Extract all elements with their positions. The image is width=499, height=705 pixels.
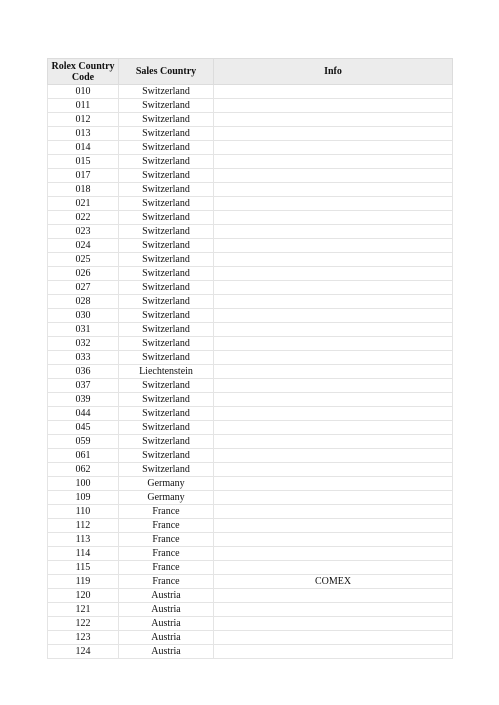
country-code-cell: 024 xyxy=(48,239,119,253)
country-code-cell: 045 xyxy=(48,421,119,435)
country-code-cell: 010 xyxy=(48,85,119,99)
sales-country-cell: Switzerland xyxy=(119,225,214,239)
sales-country-cell: Switzerland xyxy=(119,127,214,141)
sales-country-cell: Switzerland xyxy=(119,393,214,407)
info-cell xyxy=(214,491,453,505)
country-code-cell: 028 xyxy=(48,295,119,309)
table-row xyxy=(48,435,453,449)
info-cell xyxy=(214,323,453,337)
table-row xyxy=(48,393,453,407)
sales-country-cell: Switzerland xyxy=(119,141,214,155)
table-row xyxy=(48,155,453,169)
table-row xyxy=(48,519,453,533)
table-row xyxy=(48,407,453,421)
sales-country-cell: Liechtenstein xyxy=(119,365,214,379)
country-code-cell: 062 xyxy=(48,463,119,477)
sales-country-cell: Switzerland xyxy=(119,239,214,253)
country-code-cell: 031 xyxy=(48,323,119,337)
country-code-cell: 110 xyxy=(48,505,119,519)
info-cell xyxy=(214,197,453,211)
country-code-cell: 123 xyxy=(48,631,119,645)
info-cell xyxy=(214,281,453,295)
info-cell xyxy=(214,155,453,169)
sales-country-cell: Germany xyxy=(119,477,214,491)
sales-country-cell: Switzerland xyxy=(119,323,214,337)
sales-country-cell: Switzerland xyxy=(119,281,214,295)
table-body xyxy=(48,85,453,659)
country-code-cell: 122 xyxy=(48,617,119,631)
info-cell xyxy=(214,393,453,407)
info-cell xyxy=(214,99,453,113)
country-code-cell: 039 xyxy=(48,393,119,407)
info-cell xyxy=(214,421,453,435)
country-code-cell: 109 xyxy=(48,491,119,505)
info-cell xyxy=(214,645,453,659)
country-code-cell: 121 xyxy=(48,603,119,617)
country-code-cell: 011 xyxy=(48,99,119,113)
country-code-cell: 014 xyxy=(48,141,119,155)
table-row xyxy=(48,267,453,281)
sales-country-cell: Switzerland xyxy=(119,85,214,99)
sales-country-cell: Switzerland xyxy=(119,435,214,449)
table-row xyxy=(48,477,453,491)
info-cell xyxy=(214,435,453,449)
sales-country-cell: Switzerland xyxy=(119,309,214,323)
country-code-cell: 013 xyxy=(48,127,119,141)
info-cell xyxy=(214,463,453,477)
sales-country-cell: Switzerland xyxy=(119,99,214,113)
info-cell xyxy=(214,337,453,351)
sales-country-cell: Switzerland xyxy=(119,379,214,393)
table-row xyxy=(48,337,453,351)
sales-country-cell: Austria xyxy=(119,645,214,659)
info-cell xyxy=(214,407,453,421)
table-row xyxy=(48,491,453,505)
country-code-table xyxy=(47,58,453,659)
table-row xyxy=(48,645,453,659)
table-row xyxy=(48,141,453,155)
header-row xyxy=(48,59,453,85)
country-code-cell: 023 xyxy=(48,225,119,239)
info-cell xyxy=(214,351,453,365)
info-cell xyxy=(214,561,453,575)
table-row xyxy=(48,281,453,295)
country-code-cell: 114 xyxy=(48,547,119,561)
table-row xyxy=(48,197,453,211)
info-cell xyxy=(214,533,453,547)
sales-country-cell: Switzerland xyxy=(119,197,214,211)
sales-country-cell: Switzerland xyxy=(119,155,214,169)
table-row xyxy=(48,421,453,435)
table-row xyxy=(48,169,453,183)
header-info: Info xyxy=(214,59,453,85)
header-rolex-country-code: Rolex Country Code xyxy=(48,59,119,85)
info-cell xyxy=(214,547,453,561)
sales-country-cell: Austria xyxy=(119,617,214,631)
info-cell xyxy=(214,309,453,323)
table-row xyxy=(48,603,453,617)
country-code-cell: 030 xyxy=(48,309,119,323)
info-cell xyxy=(214,169,453,183)
country-code-cell: 044 xyxy=(48,407,119,421)
table-row xyxy=(48,239,453,253)
country-code-cell: 025 xyxy=(48,253,119,267)
table-row xyxy=(48,449,453,463)
sales-country-cell: Switzerland xyxy=(119,169,214,183)
sales-country-cell: Switzerland xyxy=(119,295,214,309)
table-row xyxy=(48,365,453,379)
country-code-cell: 015 xyxy=(48,155,119,169)
table-row xyxy=(48,253,453,267)
sales-country-cell: Switzerland xyxy=(119,183,214,197)
country-code-cell: 027 xyxy=(48,281,119,295)
country-code-cell: 021 xyxy=(48,197,119,211)
table-row xyxy=(48,85,453,99)
table-row xyxy=(48,547,453,561)
info-cell xyxy=(214,127,453,141)
info-cell xyxy=(214,295,453,309)
sales-country-cell: France xyxy=(119,505,214,519)
country-code-cell: 115 xyxy=(48,561,119,575)
country-code-cell: 018 xyxy=(48,183,119,197)
country-code-cell: 026 xyxy=(48,267,119,281)
sales-country-cell: Switzerland xyxy=(119,267,214,281)
table-row xyxy=(48,295,453,309)
info-cell xyxy=(214,519,453,533)
table-row xyxy=(48,351,453,365)
table-row xyxy=(48,575,453,589)
country-code-cell: 113 xyxy=(48,533,119,547)
country-code-cell: 033 xyxy=(48,351,119,365)
country-code-cell: 032 xyxy=(48,337,119,351)
table-row xyxy=(48,533,453,547)
table-row xyxy=(48,323,453,337)
info-cell xyxy=(214,113,453,127)
info-cell xyxy=(214,631,453,645)
sales-country-cell: Switzerland xyxy=(119,463,214,477)
sales-country-cell: Switzerland xyxy=(119,407,214,421)
table-row xyxy=(48,225,453,239)
header-sales-country: Sales Country xyxy=(119,59,214,85)
sales-country-cell: Austria xyxy=(119,631,214,645)
sales-country-cell: Switzerland xyxy=(119,211,214,225)
country-code-cell: 012 xyxy=(48,113,119,127)
info-cell xyxy=(214,617,453,631)
table-row xyxy=(48,379,453,393)
sales-country-cell: Switzerland xyxy=(119,421,214,435)
country-code-cell: 037 xyxy=(48,379,119,393)
sales-country-cell: France xyxy=(119,575,214,589)
info-cell xyxy=(214,603,453,617)
info-cell xyxy=(214,449,453,463)
info-cell xyxy=(214,211,453,225)
country-code-cell: 017 xyxy=(48,169,119,183)
sales-country-cell: Germany xyxy=(119,491,214,505)
sales-country-cell: Switzerland xyxy=(119,113,214,127)
info-cell xyxy=(214,267,453,281)
table-row xyxy=(48,127,453,141)
country-code-cell: 119 xyxy=(48,575,119,589)
info-cell xyxy=(214,365,453,379)
country-code-cell: 059 xyxy=(48,435,119,449)
table-row xyxy=(48,617,453,631)
table-row xyxy=(48,505,453,519)
table-row xyxy=(48,589,453,603)
sales-country-cell: France xyxy=(119,547,214,561)
table-row xyxy=(48,113,453,127)
sales-country-cell: Switzerland xyxy=(119,337,214,351)
country-code-cell: 112 xyxy=(48,519,119,533)
table-row xyxy=(48,631,453,645)
info-cell xyxy=(214,183,453,197)
table-header xyxy=(48,59,453,85)
country-code-cell: 120 xyxy=(48,589,119,603)
country-code-cell: 061 xyxy=(48,449,119,463)
info-cell: COMEX xyxy=(214,575,453,589)
country-code-cell: 022 xyxy=(48,211,119,225)
sales-country-cell: France xyxy=(119,519,214,533)
country-code-cell: 036 xyxy=(48,365,119,379)
info-cell xyxy=(214,379,453,393)
info-cell xyxy=(214,253,453,267)
sales-country-cell: France xyxy=(119,561,214,575)
info-cell xyxy=(214,239,453,253)
sales-country-cell: Switzerland xyxy=(119,253,214,267)
info-cell xyxy=(214,85,453,99)
country-code-cell: 124 xyxy=(48,645,119,659)
sales-country-cell: Austria xyxy=(119,603,214,617)
table-row xyxy=(48,99,453,113)
info-cell xyxy=(214,225,453,239)
table-row xyxy=(48,183,453,197)
info-cell xyxy=(214,141,453,155)
table-row xyxy=(48,211,453,225)
sales-country-cell: Austria xyxy=(119,589,214,603)
table-row xyxy=(48,561,453,575)
table-row xyxy=(48,463,453,477)
sales-country-cell: France xyxy=(119,533,214,547)
info-cell xyxy=(214,505,453,519)
sales-country-cell: Switzerland xyxy=(119,351,214,365)
sales-country-cell: Switzerland xyxy=(119,449,214,463)
info-cell xyxy=(214,589,453,603)
info-cell xyxy=(214,477,453,491)
country-code-cell: 100 xyxy=(48,477,119,491)
table-row xyxy=(48,309,453,323)
